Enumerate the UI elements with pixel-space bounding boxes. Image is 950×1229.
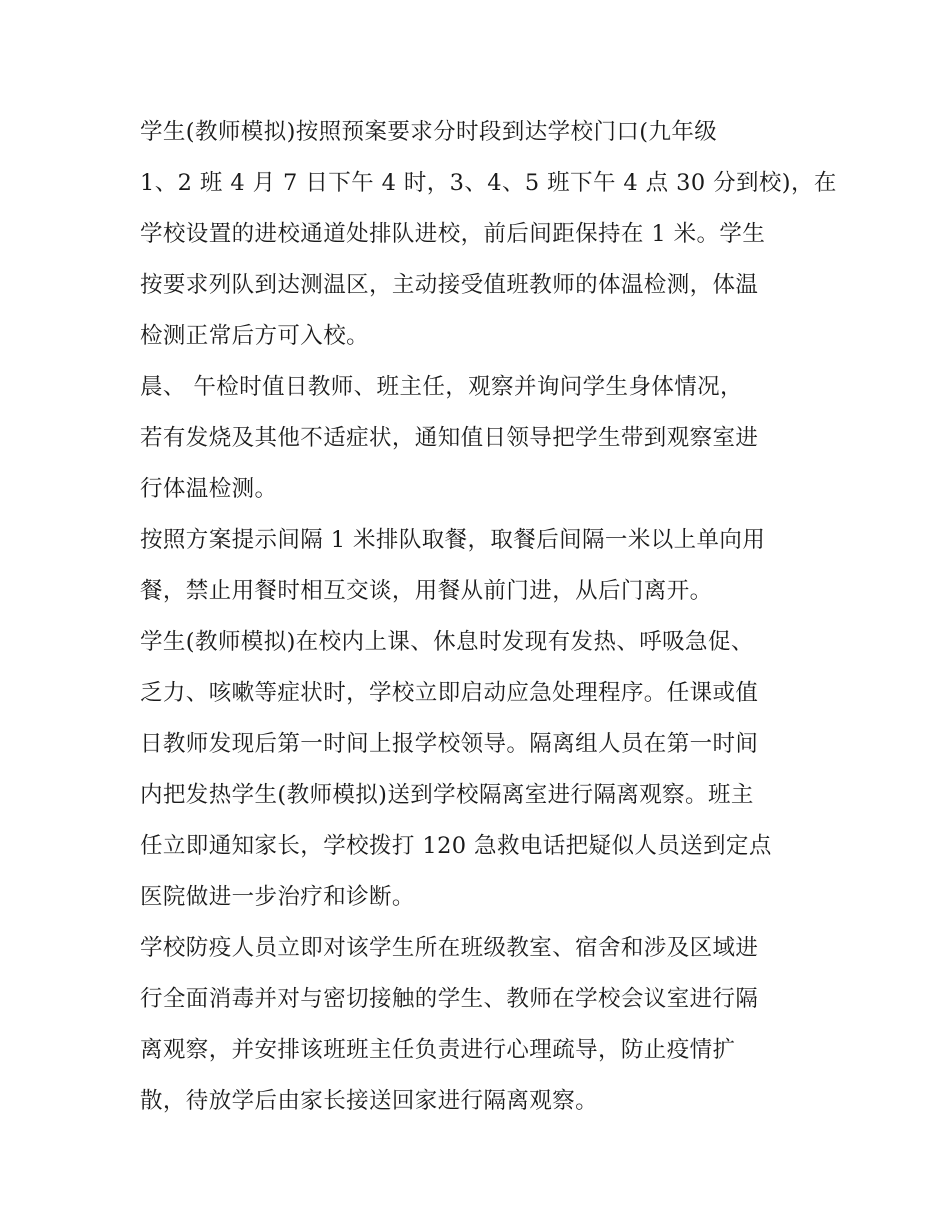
text-line: 任立即通知家长，学校拨打 120 急救电话把疑似人员送到定点: [140, 833, 772, 859]
paragraph-morning-check: [140, 362, 812, 515]
document-body: [140, 107, 837, 1127]
text-line: 晨、 午检时值日教师、班主任，观察并询问学生身体情况，: [140, 374, 743, 400]
text-line: 乏力、咳嗽等症状时，学校立即启动应急处理程序。任课或值: [140, 680, 759, 706]
text-line: 离观察，并安排该班班主任负责进行心理疏导，防止疫情扩: [140, 1037, 736, 1063]
text-line: 1、2 班 4 月 7 日下午 4 时，3、4、5 班下午 4 点 30 分到校)，在: [140, 170, 837, 196]
paragraph-dining: [140, 515, 812, 617]
text-line: 学校防疫人员立即对该学生所在班级教室、宿舍和涉及区域进: [140, 935, 759, 961]
text-line: 按照方案提示间隔 1 米排队取餐，取餐后间隔一米以上单向用: [140, 527, 766, 553]
text-line: 散，待放学后由家长接送回家进行隔离观察。: [140, 1088, 599, 1114]
text-line: 医院做进一步治疗和诊断。: [140, 884, 415, 910]
text-line: 学生(教师模拟)按照预案要求分时段到达学校门口(九年级: [140, 119, 718, 145]
paragraph-disinfection: [140, 923, 812, 1127]
text-line: 学生(教师模拟)在校内上课、休息时发现有发热、呼吸急促、: [140, 629, 754, 655]
text-line: 行全面消毒并对与密切接触的学生、教师在学校会议室进行隔: [140, 986, 759, 1012]
text-line: 按要求列队到达测温区，主动接受值班教师的体温检测，体温: [140, 272, 759, 298]
text-line: 内把发热学生(教师模拟)送到学校隔离室进行隔离观察。班主: [140, 782, 754, 808]
text-line: 日教师发现后第一时间上报学校领导。隔离组人员在第一时间: [140, 731, 759, 757]
text-line: 检测正常后方可入校。: [140, 323, 370, 349]
text-line: 若有发烧及其他不适症状，通知值日领导把学生带到观察室进: [140, 425, 759, 451]
text-line: 学校设置的进校通道处排队进校，前后间距保持在 1 米。学生: [140, 221, 766, 247]
text-line: 行体温检测。: [140, 476, 278, 502]
paragraph-arrival: [140, 107, 837, 362]
paragraph-emergency: [140, 617, 812, 923]
text-line: 餐，禁止用餐时相互交谈，用餐从前门进，从后门离开。: [140, 578, 713, 604]
